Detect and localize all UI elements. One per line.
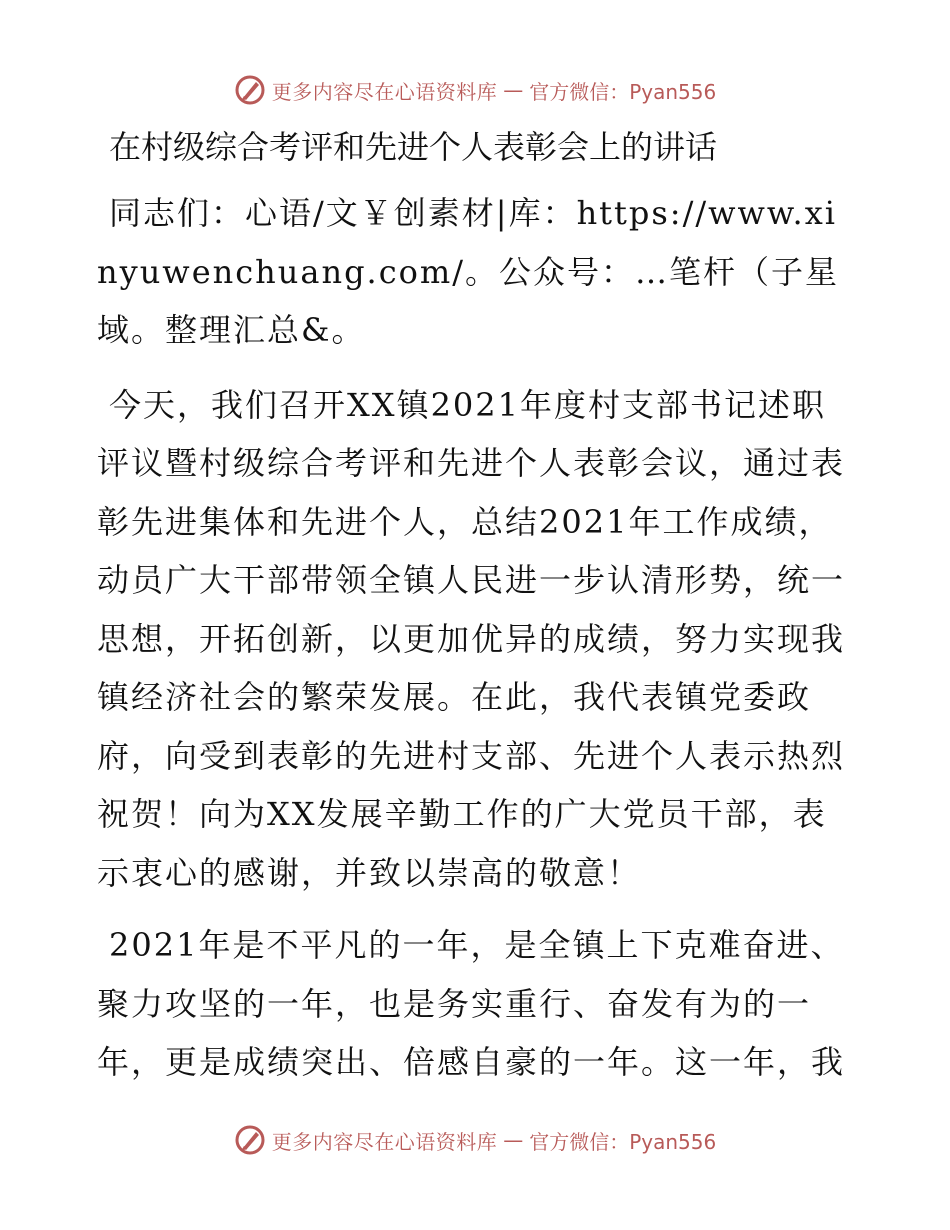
- quill-pen-logo-icon: [234, 74, 266, 106]
- banner-dash: —: [503, 78, 524, 102]
- footer-banner: [0, 1120, 950, 1160]
- banner-wechat-id: 官方微信：Pyan556: [529, 79, 717, 104]
- paragraph-2: 今天，我们召开XX镇2021年度村支部书记述职评议暨村级综合考评和先进个人表彰会议，通过表彰先进集体和先进个人，总结2021年工作成绩，动员广大干部带领全镇人民进一步认清形势，统一思想，开拓创新，以更加优异的成绩，努力实现我镇经济社会的繁荣发展。在此，我代表镇党委政府，向受到表彰的先进村支部、先进个人表示热烈祝贺！向为XX发展辛勤工作的广大党员干部，表示衷心的感谢，并致以崇高的敬意！: [97, 385, 846, 892]
- banner-dash: —: [503, 1128, 524, 1152]
- banner-slogan: 更多内容尽在心语资料库: [271, 79, 498, 104]
- banner-slogan: 更多内容尽在心语资料库: [271, 1129, 498, 1154]
- paragraph-3: 2021年是不平凡的一年，是全镇上下克难奋进、聚力攻坚的一年，也是务实重行、奋发有为的一年，更是成绩突出、倍感自豪的一年。这一年，我: [97, 926, 846, 1081]
- quill-pen-logo-icon: [234, 1124, 266, 1156]
- document-body: [97, 118, 857, 1102]
- banner-wechat-id: 官方微信：Pyan556: [529, 1129, 717, 1154]
- header-banner: [0, 70, 950, 110]
- paragraph-1: 同志们：心语/文￥创素材|库：https://www.xinyuwenchuang.com/。公众号：…笔杆（子星域。整理汇总&。: [97, 194, 840, 349]
- document-title: 在村级综合考评和先进个人表彰会上的讲话: [109, 128, 718, 166]
